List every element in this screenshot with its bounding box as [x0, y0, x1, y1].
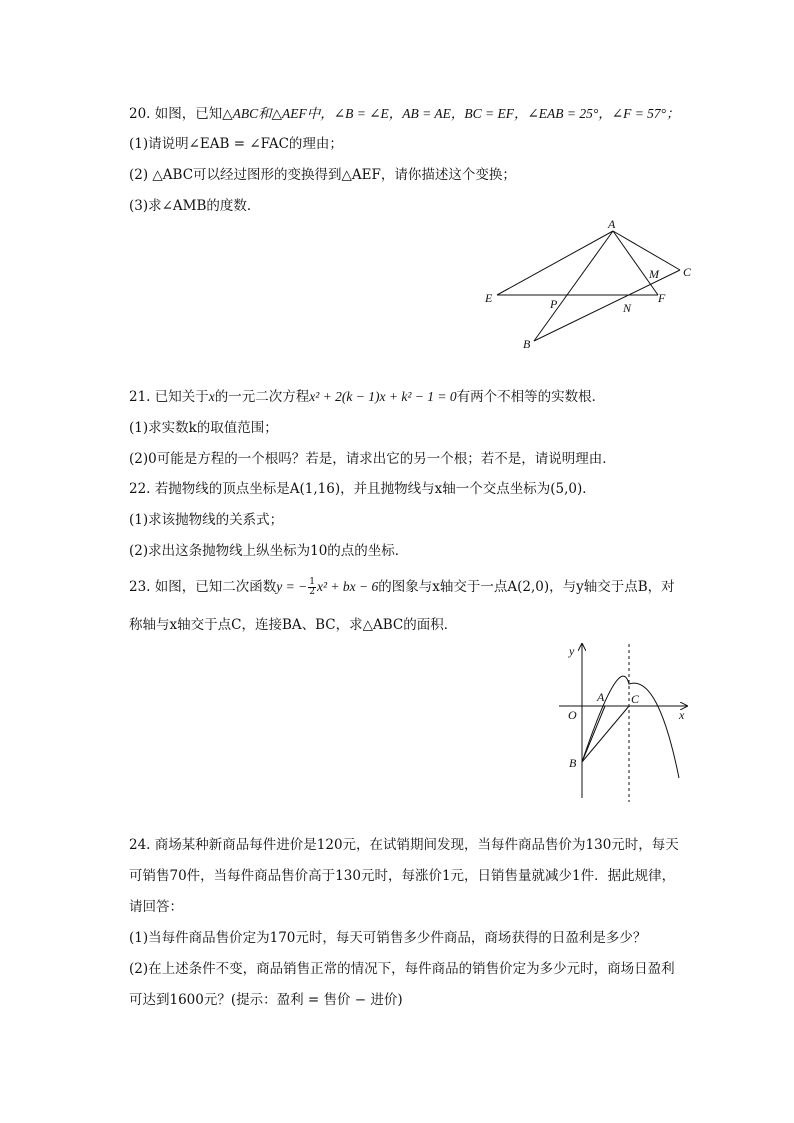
q20-part3: (3)求∠AMB的度数． — [129, 198, 261, 214]
q21-mid: 的一元二次方程 — [214, 389, 310, 405]
segment-AB — [534, 231, 613, 341]
q24-line2: 可销售70件，当每件商品售价高于130元时，每涨价1元，日销售量就减少1件．据此规律， — [129, 868, 676, 884]
q21-equation: x² + 2(k − 1)x + k² − 1 = 0 — [309, 389, 457, 404]
segment-BA — [582, 706, 605, 762]
label-C: C — [631, 692, 640, 706]
q23-fraction — [308, 578, 316, 597]
q20-part1: (1)请说明∠EAB = ∠FAC的理由； — [129, 136, 343, 152]
q23-line1 — [129, 578, 675, 597]
q23-parabola-figure — [555, 640, 705, 805]
q21-tail: 有两个不相等的实数根． — [456, 389, 606, 405]
label-N: N — [623, 301, 632, 315]
label-B: B — [569, 756, 577, 770]
q23-function-lhs: y = − — [276, 579, 308, 594]
q24-line3: 请回答： — [129, 899, 183, 915]
q20-triangle-figure — [475, 215, 705, 355]
q24-line1: 24. 商场某种新商品每件进价是120元，在试销期间发现，当每件商品售价为130元时，每天 — [129, 837, 679, 853]
q21-line1 — [129, 388, 605, 406]
q20-line1-prefix: 20. 如图，已知△ — [129, 106, 233, 122]
segment-AF — [613, 231, 658, 295]
label-M: M — [649, 267, 659, 281]
q21-intro: 21. 已知关于 — [129, 389, 209, 405]
q23-function-rhs: x² + bx − 6 — [316, 579, 379, 594]
label-P: P — [550, 297, 558, 311]
label-E: E — [485, 291, 493, 305]
label-y: y — [569, 644, 575, 658]
label-x: x — [679, 708, 685, 722]
q20-part2: (2) △ABC可以经过图形的变换得到△AEF，请你描述这个变换； — [129, 167, 516, 183]
fraction-denominator: 2 — [309, 587, 315, 597]
q24-part2-line2: 可达到1600元？(提示：盈利 = 售价 − 进价) — [129, 992, 403, 1008]
segment-AC — [613, 231, 680, 270]
q20-line1 — [129, 105, 680, 123]
label-F: F — [658, 291, 666, 305]
label-B: B — [523, 337, 531, 351]
segment-AE — [497, 231, 613, 295]
q23-line2: 称轴与x轴交于点C，连接BA、BC，求△ABC的面积． — [129, 617, 458, 633]
fraction-numerator: 1 — [309, 577, 315, 587]
q21-variable: x — [208, 389, 215, 404]
q23-tail: 的图象与x轴交于一点A(2,0)，与y轴交于点B，对 — [378, 579, 675, 595]
q24-part1: (1)当每件商品售价定为170元时，每天可销售多少件商品，商场获得的日盈利是多少？ — [129, 930, 647, 946]
q20-line1-text: ABC和△AEF中，∠B = ∠E，AB = AE，BC = EF，∠EAB = 25°，∠F = 57°； — [232, 106, 680, 121]
q22-line1: 22. 若抛物线的顶点坐标是A(1,16)，并且抛物线与x轴一个交点坐标为(5,0)． — [129, 481, 596, 497]
label-A: A — [597, 690, 605, 704]
q21-part1: (1)求实数k的取值范围； — [129, 420, 278, 436]
q22-part2: (2)求出这条抛物线上纵坐标为10的点的坐标． — [129, 543, 409, 559]
q23-intro: 23. 如图，已知二次函数 — [129, 579, 277, 595]
label-A: A — [608, 217, 616, 231]
label-C: C — [683, 265, 692, 279]
q22-part1: (1)求该抛物线的关系式； — [129, 512, 284, 528]
q21-part2: (2)0可能是方程的一个根吗？若是，请求出它的另一个根；若不是，请说明理由． — [129, 451, 616, 467]
q24-part2-line1: (2)在上述条件不变，商品销售正常的情况下，每件商品的销售价定为多少元时，商场日盈利 — [129, 961, 675, 977]
label-O: O — [568, 708, 577, 722]
segment-BC — [582, 706, 629, 762]
